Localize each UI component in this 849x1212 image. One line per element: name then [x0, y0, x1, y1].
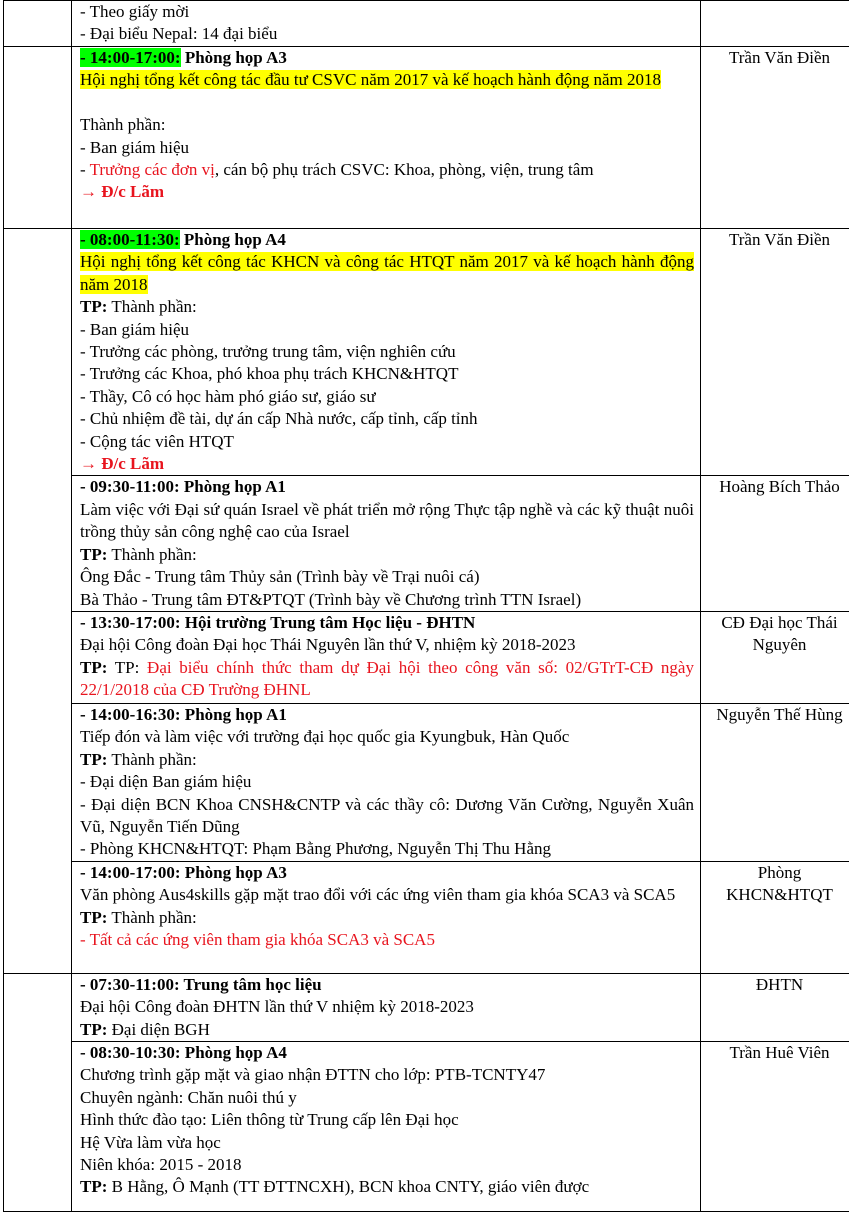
participants-line — [80, 1019, 694, 1041]
participants-heading — [80, 544, 694, 566]
event-cell — [72, 703, 701, 861]
tp-text: Thành phần: — [107, 750, 196, 769]
participant-text: , cán bộ phụ trách CSVC: Khoa, phòng, viện, trung tâm — [215, 160, 594, 179]
tp-label: TP: — [80, 297, 107, 316]
participant-line: - Chủ nhiệm đề tài, dự án cấp Nhà nước, cấp tỉnh, cấp tỉnh — [80, 408, 694, 430]
event-cell — [72, 861, 701, 973]
participant-line — [80, 929, 694, 951]
host-cell — [701, 973, 849, 1041]
spacer — [80, 92, 694, 114]
participant-line: - Cộng tác viên HTQT — [80, 431, 694, 453]
host-name: Trần Văn Điền — [729, 48, 830, 67]
participant-line: - Theo giấy mời — [80, 1, 694, 23]
event-place: Phòng họp A3 — [181, 48, 287, 67]
table-row — [4, 611, 849, 703]
event-cell — [72, 476, 701, 611]
event-cell — [72, 229, 701, 476]
participant-line: - Đại biểu Nepal: 14 đại biểu — [80, 23, 694, 45]
event-title: Hội nghị tổng kết công tác đầu tư CSVC năm 2017 và kế hoạch hành động năm 2018 — [80, 70, 661, 89]
participant-line: - Thầy, Cô có học hàm phó giáo sư, giáo sư — [80, 386, 694, 408]
participant-line: - Ban giám hiệu — [80, 137, 694, 159]
event-time-place: - 07:30-11:00: Trung tâm học liệu — [80, 974, 694, 996]
dash: - — [80, 160, 90, 179]
event-title: Chương trình gặp mặt và giao nhận ĐTTN cho lớp: PTB-TCNTY47 — [80, 1064, 694, 1086]
tp-text: Thành phần: — [107, 545, 196, 564]
table-row — [4, 1041, 849, 1211]
tp-label: TP: — [80, 1177, 107, 1196]
assignee-line — [80, 453, 694, 475]
host-name: Phòng KHCN&HTQT — [726, 863, 833, 904]
highlight-text: Trưởng các đơn vị — [90, 160, 215, 179]
day-cell-saturday — [4, 973, 72, 1211]
event-title: Đại hội Công đoàn Đại học Thái Nguyên lần thứ V, nhiệm kỳ 2018-2023 — [80, 634, 694, 656]
participant-line: Bà Thảo - Trung tâm ĐT&PTQT (Trình bày về Chương trình TTN Israel) — [80, 589, 694, 611]
host-cell — [701, 1041, 849, 1211]
detail-line: Niên khóa: 2015 - 2018 — [80, 1154, 694, 1176]
detail-line: Chuyên ngành: Chăn nuôi thú y — [80, 1087, 694, 1109]
table-row — [4, 476, 849, 611]
host-cell — [701, 229, 849, 476]
host-name: Trần Văn Điền — [729, 230, 830, 249]
host-cell — [701, 703, 849, 861]
event-title: Đại hội Công đoàn ĐHTN lần thứ V nhiệm kỳ 2018-2023 — [80, 996, 694, 1018]
event-cell — [72, 973, 701, 1041]
tp-label: TP: — [80, 1020, 107, 1039]
tp-label: TP: — [80, 908, 107, 927]
tp-text: Thành phần: — [107, 908, 196, 927]
host-cell — [701, 861, 849, 973]
participant-line — [80, 159, 694, 181]
tp-label: TP: — [80, 658, 107, 677]
assignee-line — [80, 181, 694, 203]
event-title: Tiếp đón và làm việc với trường đại học quốc gia Kyungbuk, Hàn Quốc — [80, 726, 694, 748]
event-time-place: - 09:30-11:00: Phòng họp A1 — [80, 476, 694, 498]
detail-line: Hình thức đào tạo: Liên thông từ Trung cấp lên Đại học — [80, 1109, 694, 1131]
day-cell-friday — [4, 229, 72, 974]
participant-line: - Đại diện Ban giám hiệu — [80, 771, 694, 793]
event-time: - 08:00-11:30: — [80, 230, 180, 249]
participant-line: - Đại diện BCN Khoa CNSH&CNTP và các thầy cô: Dương Văn Cường, Nguyễn Xuân Vũ, Nguyễn Tiến Dũng — [80, 794, 694, 839]
participants-heading: Thành phần: — [80, 114, 694, 136]
event-cell — [72, 47, 701, 229]
assignee: Đ/c Lãm — [97, 454, 164, 473]
event-time-line — [80, 229, 694, 251]
host-name: ĐHTN — [756, 975, 803, 994]
event-cell — [72, 611, 701, 703]
host-cell — [701, 1, 849, 47]
event-title-line — [80, 69, 694, 91]
highlight-text: Đại biểu chính thức tham dự Đại hội theo công văn số: 02/GTrT-CĐ ngày 22/1/2018 của CĐ Trường ĐHNL — [80, 658, 694, 699]
event-title: Văn phòng Aus4skills gặp mặt trao đổi với các ứng viên tham gia khóa SCA3 và SCA5 — [80, 884, 694, 906]
table-row — [4, 703, 849, 861]
tp-label: TP: — [80, 545, 107, 564]
table-row — [4, 229, 849, 476]
host-name: CĐ Đại học Thái Nguyên — [721, 613, 837, 654]
participants-heading — [80, 749, 694, 771]
host-name: Hoàng Bích Thảo — [719, 477, 840, 496]
day-cell — [4, 47, 72, 229]
event-cell — [72, 1, 701, 47]
detail-line: Hệ Vừa làm vừa học — [80, 1132, 694, 1154]
participants-line — [80, 657, 694, 702]
participant-line: - Ban giám hiệu — [80, 319, 694, 341]
tp-text: TP: — [107, 658, 147, 677]
table-row — [4, 973, 849, 1041]
tp-label: TP: — [80, 750, 107, 769]
participant-line: - Phòng KHCN&HTQT: Phạm Bằng Phương, Nguyễn Thị Thu Hằng — [80, 838, 694, 860]
table-row — [4, 1, 849, 47]
event-title: Hội nghị tổng kết công tác KHCN và công tác HTQT năm 2017 và kế hoạch hành động năm 2018 — [80, 252, 694, 293]
event-time: - 14:00-17:00: — [80, 48, 181, 67]
event-time-place: - 13:30-17:00: Hội trường Trung tâm Học liệu - ĐHTN — [80, 612, 694, 634]
event-cell — [72, 1041, 701, 1211]
arrow-right-icon: → — [80, 182, 97, 201]
table-row — [4, 47, 849, 229]
arrow-right-icon: → — [80, 454, 97, 473]
host-name: Trần Huê Viên — [729, 1043, 829, 1062]
event-time-place: - 14:00-16:30: Phòng họp A1 — [80, 704, 694, 726]
event-time-place: - 14:00-17:00: Phòng họp A3 — [80, 862, 694, 884]
host-cell — [701, 611, 849, 703]
event-time-line — [80, 47, 694, 69]
assignee: Đ/c Lãm — [97, 182, 164, 201]
participants-line — [80, 1176, 694, 1198]
event-time-place: - 08:30-10:30: Phòng họp A4 — [80, 1042, 694, 1064]
participants-heading — [80, 907, 694, 929]
participant-line: - Trưởng các phòng, trưởng trung tâm, viện nghiên cứu — [80, 341, 694, 363]
host-name: Nguyễn Thế Hùng — [716, 705, 842, 724]
tp-text: B Hằng, Ô Mạnh (TT ĐTTNCXH), BCN khoa CNTY, giáo viên được — [107, 1177, 589, 1196]
tp-text: Thành phần: — [107, 297, 196, 316]
tp-text: Đại diện BGH — [107, 1020, 209, 1039]
host-cell — [701, 476, 849, 611]
participants-heading — [80, 296, 694, 318]
table-row — [4, 861, 849, 973]
participant-line: Ông Đắc - Trung tâm Thủy sản (Trình bày về Trại nuôi cá) — [80, 566, 694, 588]
participant-line: - Trưởng các Khoa, phó khoa phụ trách KHCN&HTQT — [80, 363, 694, 385]
event-title: Làm việc với Đại sứ quán Israel về phát triển mở rộng Thực tập nghề và các kỹ thuật nuôi trồng thủy sản công nghệ cao của Israel — [80, 499, 694, 544]
host-cell — [701, 47, 849, 229]
schedule-table — [3, 0, 849, 1212]
highlight-text: Tất cả các ứng viên tham gia khóa SCA3 và SCA5 — [90, 930, 435, 949]
dash: - — [80, 930, 90, 949]
event-place: Phòng họp A4 — [180, 230, 286, 249]
event-title-line — [80, 251, 694, 296]
day-cell — [4, 1, 72, 47]
